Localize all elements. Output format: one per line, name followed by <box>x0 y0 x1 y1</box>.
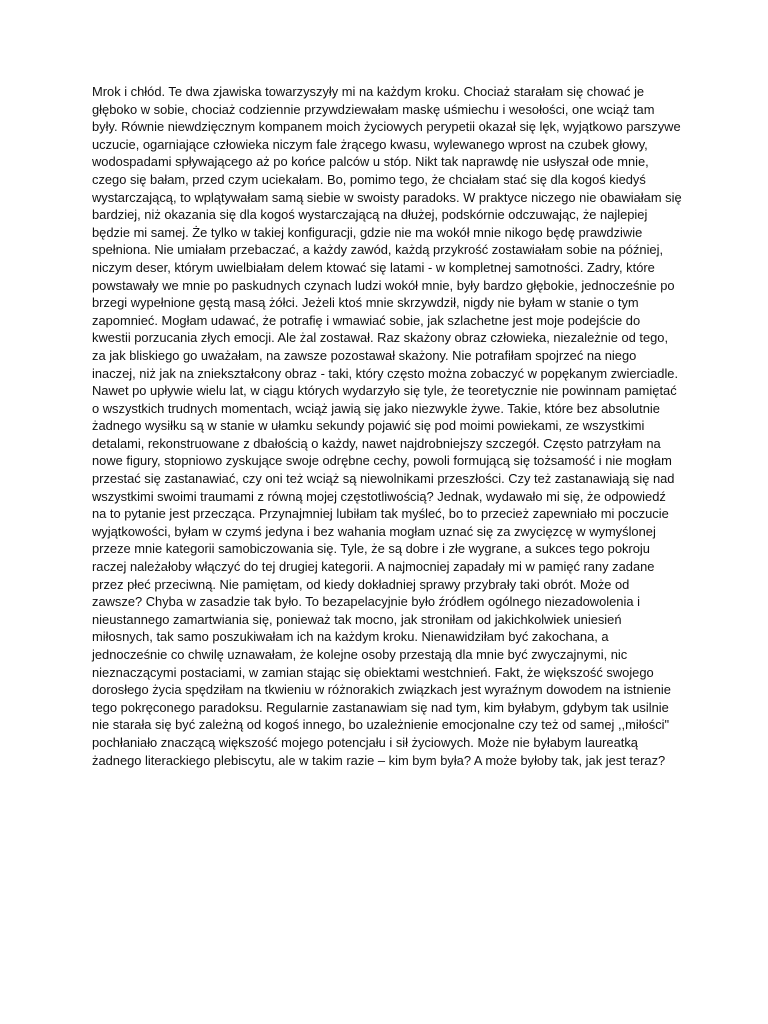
body-paragraph: Mrok i chłód. Te dwa zjawiska towarzyszyły mi na każdym kroku. Chociaż starałam się chować je głęboko w sobie, chociaż codziennie przywdziewałam maskę uśmiechu i wesołości, one wciąż tam były. Równie niewdzięcznym kompanem moich życiowych perypetii okazał się lęk, wyjątkowo parszywe uczucie, ogarniające człowieka niczym fale żrącego kwasu, wylewanego wprost na czubek głowy, wodospadami spływającego aż po końce palców u stóp. Nikt tak naprawdę nie usłyszał ode mnie, czego się bałam, przed czym uciekałam. Bo, pomimo tego, że chciałam stać się dla kogoś kiedyś wystarczającą, to wplątywałam samą siebie w swoisty paradoks. W praktyce niczego nie obawiałam się bardziej, niż okazania się dla kogoś wystarczającą na dłużej, podskórnie odczuwając, że najlepiej będzie mi samej. Że tylko w takiej konfiguracji, gdzie nie ma wokół mnie nikogo będę prawdziwie spełniona. Nie umiałam przebaczać, a każdy zawód, każdą przykrość zostawiałam sobie na później, niczym deser, którym uwielbiałam delem ktować się latami - w kompletnej samotności. Zadry, które powstawały we mnie po paskudnych czynach ludzi wokół mnie, były bardzo głębokie, jednocześnie po brzegi wypełnione gęstą masą żółci. Jeżeli ktoś mnie skrzywdził, nigdy nie byłam w stanie o tym zapomnieć. Mogłam udawać, że potrafię i wmawiać sobie, jak szlachetne jest moje podejście do kwestii porzucania złych emocji. Ale żal zostawał. Raz skażony obraz człowieka, niezależnie od tego, za jak bliskiego go uważałam, na zawsze pozostawał skażony. Nie potrafiłam spojrzeć na niego inaczej, niż jak na zniekształcony obraz - taki, który często można zobaczyć w popękanym zwierciadle. Nawet po upływie wielu lat, w ciągu których wydarzyło się tyle, że teoretycznie nie powinnam pamiętać o wszystkich trudnych momentach, wciąż jawią się jako niezwykle żywe. Takie, które bez absolutnie żadnego wysiłku są w stanie w ułamku sekundy pojawić się pod moimi powiekami, ze wszystkimi detalami, rekonstruowane z dbałością o każdy, nawet najdrobniejszy szczegół. Często patrzyłam na nowe figury, stopniowo zyskujące swoje odrębne cechy, powoli formującą się tożsamość i nie mogłam przestać się zastanawiać, czy oni też wciąż są niewolnikami przeszłości. Czy też zastanawiają się nad wszystkimi swoimi traumami z równą mojej częstotliwością? Jednak, wydawało mi się, że odpowiedź na to pytanie jest przecząca. Przynajmniej lubiłam tak myśleć, bo to przecież zapewniało mi poczucie wyjątkowości, byłam w czymś jedyna i bez wahania mogłam uznać się za zwycięzcę w wymyślonej przeze mnie kategorii samobiczowania się. Tyle, że są dobre i złe wygrane, a sukces tego pokroju raczej należałoby włączyć do tej drugiej kategorii. A najmocniej zapadały mi w pamięć rany zadane przez płeć przeciwną. Nie pamiętam, od kiedy dokładniej sprawy przybrały taki obrót. Może od zawsze? Chyba w zasadzie tak było. To bezapelacyjnie było źródłem ogólnego niezadowolenia i nieustannego zamartwiania się, ponieważ tak mocno, jak stroniłam od jakichkolwiek uniesień miłosnych, tak samo poszukiwałam ich na każdym kroku. Nienawidziłam być zakochana, a jednocześnie co chwilę uznawałam, że kolejne osoby przestają dla mnie być zwyczajnymi, nic nieznaczącymi postaciami, w zamian stając się obiektami westchnień. Fakt, że większość swojego dorosłego życia spędziłam na tkwieniu w różnorakich związkach jest wyraźnym dowodem na istnienie tego pokręconego paradoksu. Regularnie zastanawiam się nad tym, kim byłabym, gdybym tak usilnie nie starała się być zależną od kogoś innego, bo uzależnienie emocjonalne czy też od samej ,,miłości" pochłaniało znaczącą większość mojego potencjału i sił życiowych. Może nie byłabym laureatką żadnego literackiego plebiscytu, ale w takim razie – kim bym była? A może byłoby tak, jak jest teraz? <box>92 84 682 768</box>
